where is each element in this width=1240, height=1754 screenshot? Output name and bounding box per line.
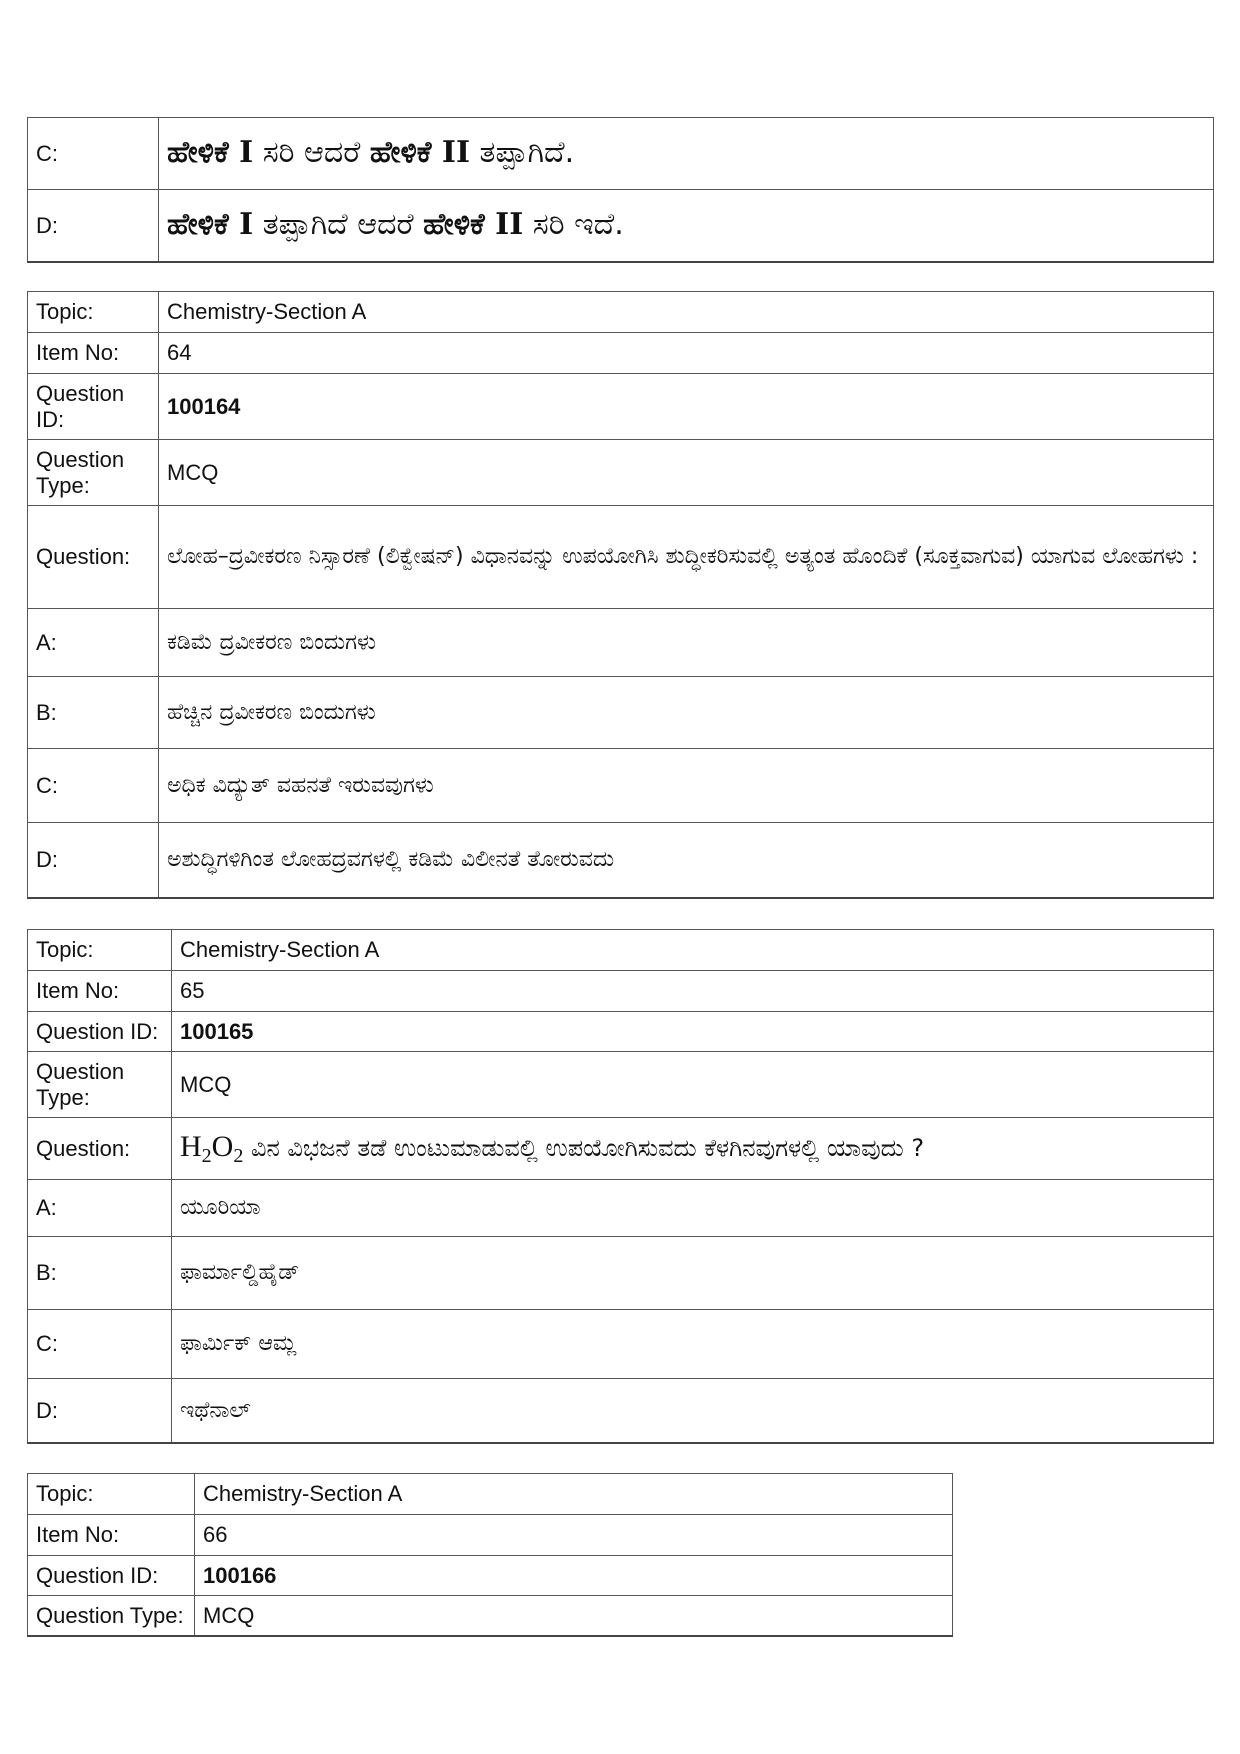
topic-value: Chemistry-Section A xyxy=(172,930,1214,971)
question-type-value: MCQ xyxy=(172,1052,1214,1118)
statement-one: ಹೇಳಿಕೆ I xyxy=(167,207,254,242)
topic-label: Topic: xyxy=(28,292,159,333)
question-label: Question: xyxy=(28,1118,172,1180)
question-table-64 xyxy=(27,291,1214,899)
question-body: ವಿನ ವಿಭಜನೆ ತಡೆ ಉಂಟುಮಾಡುವಲ್ಲಿ ಉಪಯೋಗಿಸುವದು ಕೆಳಗಿನವುಗಳಲ್ಲಿ ಯಾವುದು ? xyxy=(243,1133,925,1162)
question-type-label: Question Type: xyxy=(28,1596,195,1636)
question-id-row xyxy=(28,1556,953,1596)
item-no-value: 65 xyxy=(172,971,1214,1012)
formula-h: H xyxy=(180,1129,202,1163)
statement-two: ಹೇಳಿಕೆ II xyxy=(423,207,524,242)
option-text xyxy=(159,190,1214,262)
question-row xyxy=(28,1118,1214,1180)
item-no-label: Item No: xyxy=(28,971,172,1012)
topic-value: Chemistry-Section A xyxy=(195,1474,953,1515)
option-row-c xyxy=(28,1310,1214,1379)
item-no-row xyxy=(28,333,1214,374)
option-text: ಫಾರ್ಮಾಲ್ಡಿಹೈಡ್ xyxy=(172,1237,1214,1310)
option-row-d xyxy=(28,823,1214,898)
formula-sub-2: 2 xyxy=(233,1144,244,1167)
topic-label: Topic: xyxy=(28,1474,195,1515)
verdict-text: ತಪ್ಪಾಗಿದೆ. xyxy=(470,135,575,171)
question-text: ಲೋಹ–ದ್ರವೀಕರಣ ನಿಸ್ಸಾರಣೆ (ಲಿಕ್ವೇಷನ್) ವಿಧಾನವನ್ನು ಉಪಯೋಗಿಸಿ ಶುದ್ಧೀಕರಿಸುವಲ್ಲಿ ಅತ್ಯಂತ ಹೊಂದಿಕೆ (ಸೂಕ್ತವಾಗುವ) ಯಾಗುವ ಲೋಹಗಳು : xyxy=(159,506,1214,609)
question-row xyxy=(28,506,1214,609)
topic-row xyxy=(28,930,1214,971)
question-type-row xyxy=(28,1052,1214,1118)
option-row-b xyxy=(28,1237,1214,1310)
option-label: B: xyxy=(28,1237,172,1310)
statement-one: ಹೇಳಿಕೆ I xyxy=(167,135,254,171)
item-no-row xyxy=(28,971,1214,1012)
question-id-row xyxy=(28,1012,1214,1052)
verdict-text: ಸರಿ ಇದೆ. xyxy=(523,207,624,242)
option-row-a xyxy=(28,609,1214,677)
question-type-row xyxy=(28,440,1214,506)
question-table-66 xyxy=(27,1473,953,1637)
question-label: Question: xyxy=(28,506,159,609)
question-id-label: Question ID: xyxy=(28,1012,172,1052)
question-table-65 xyxy=(27,929,1214,1444)
formula-sub-1: 2 xyxy=(201,1144,212,1167)
item-no-value: 66 xyxy=(195,1515,953,1556)
option-row-a xyxy=(28,1180,1214,1237)
connector-text: ಸರಿ ಆದರೆ xyxy=(253,135,370,171)
question-id-value: 100164 xyxy=(159,374,1214,440)
option-text: ಅಶುದ್ಧಿಗಳಿಗಿಂತ ಲೋಹದ್ರವಗಳಲ್ಲಿ ಕಡಿಮೆ ವಿಲೀನತೆ ತೋರುವದು xyxy=(159,823,1214,898)
option-text: ಫಾರ್ಮಿಕ್ ಆಮ್ಲ xyxy=(172,1310,1214,1379)
item-no-row xyxy=(28,1515,953,1556)
option-label: A: xyxy=(28,609,159,677)
question-type-row xyxy=(28,1596,953,1636)
option-text: ಇಥೆನಾಲ್ xyxy=(172,1379,1214,1443)
topic-row xyxy=(28,1474,953,1515)
question-text xyxy=(172,1118,1214,1180)
question-id-label: Question ID: xyxy=(28,374,159,440)
question-id-value: 100166 xyxy=(195,1556,953,1596)
option-row-c xyxy=(28,749,1214,823)
option-text: ಅಧಿಕ ವಿದ್ಯುತ್ ವಹನತೆ ಇರುವವುಗಳು xyxy=(159,749,1214,823)
option-text: ಕಡಿಮೆ ದ್ರವೀಕರಣ ಬಿಂದುಗಳು xyxy=(159,609,1214,677)
continued-options-table xyxy=(27,117,1214,263)
option-row-d xyxy=(28,1379,1214,1443)
statement-two: ಹೇಳಿಕೆ II xyxy=(369,135,471,171)
topic-row xyxy=(28,292,1214,333)
option-text: ಹೆಚ್ಚಿನ ದ್ರವೀಕರಣ ಬಿಂದುಗಳು xyxy=(159,677,1214,749)
question-type-value: MCQ xyxy=(159,440,1214,506)
question-id-label: Question ID: xyxy=(28,1556,195,1596)
item-no-value: 64 xyxy=(159,333,1214,374)
option-row-d xyxy=(28,190,1214,262)
option-row-c xyxy=(28,118,1214,190)
topic-value: Chemistry-Section A xyxy=(159,292,1214,333)
topic-label: Topic: xyxy=(28,930,172,971)
option-label: C: xyxy=(28,118,159,190)
question-type-label: Question Type: xyxy=(28,440,159,506)
item-no-label: Item No: xyxy=(28,333,159,374)
option-label: D: xyxy=(28,823,159,898)
formula-o: O xyxy=(211,1129,234,1163)
question-id-value: 100165 xyxy=(172,1012,1214,1052)
option-label: D: xyxy=(28,190,159,262)
option-text: ಯೂರಿಯಾ xyxy=(172,1180,1214,1237)
option-label: B: xyxy=(28,677,159,749)
option-label: C: xyxy=(28,1310,172,1379)
question-type-label: Question Type: xyxy=(28,1052,172,1118)
option-row-b xyxy=(28,677,1214,749)
question-id-row xyxy=(28,374,1214,440)
question-type-value: MCQ xyxy=(195,1596,953,1636)
option-text xyxy=(159,118,1214,190)
connector-text: ತಪ್ಪಾಗಿದೆ ಆದರೆ xyxy=(253,207,424,242)
option-label: D: xyxy=(28,1379,172,1443)
option-label: C: xyxy=(28,749,159,823)
option-label: A: xyxy=(28,1180,172,1237)
item-no-label: Item No: xyxy=(28,1515,195,1556)
